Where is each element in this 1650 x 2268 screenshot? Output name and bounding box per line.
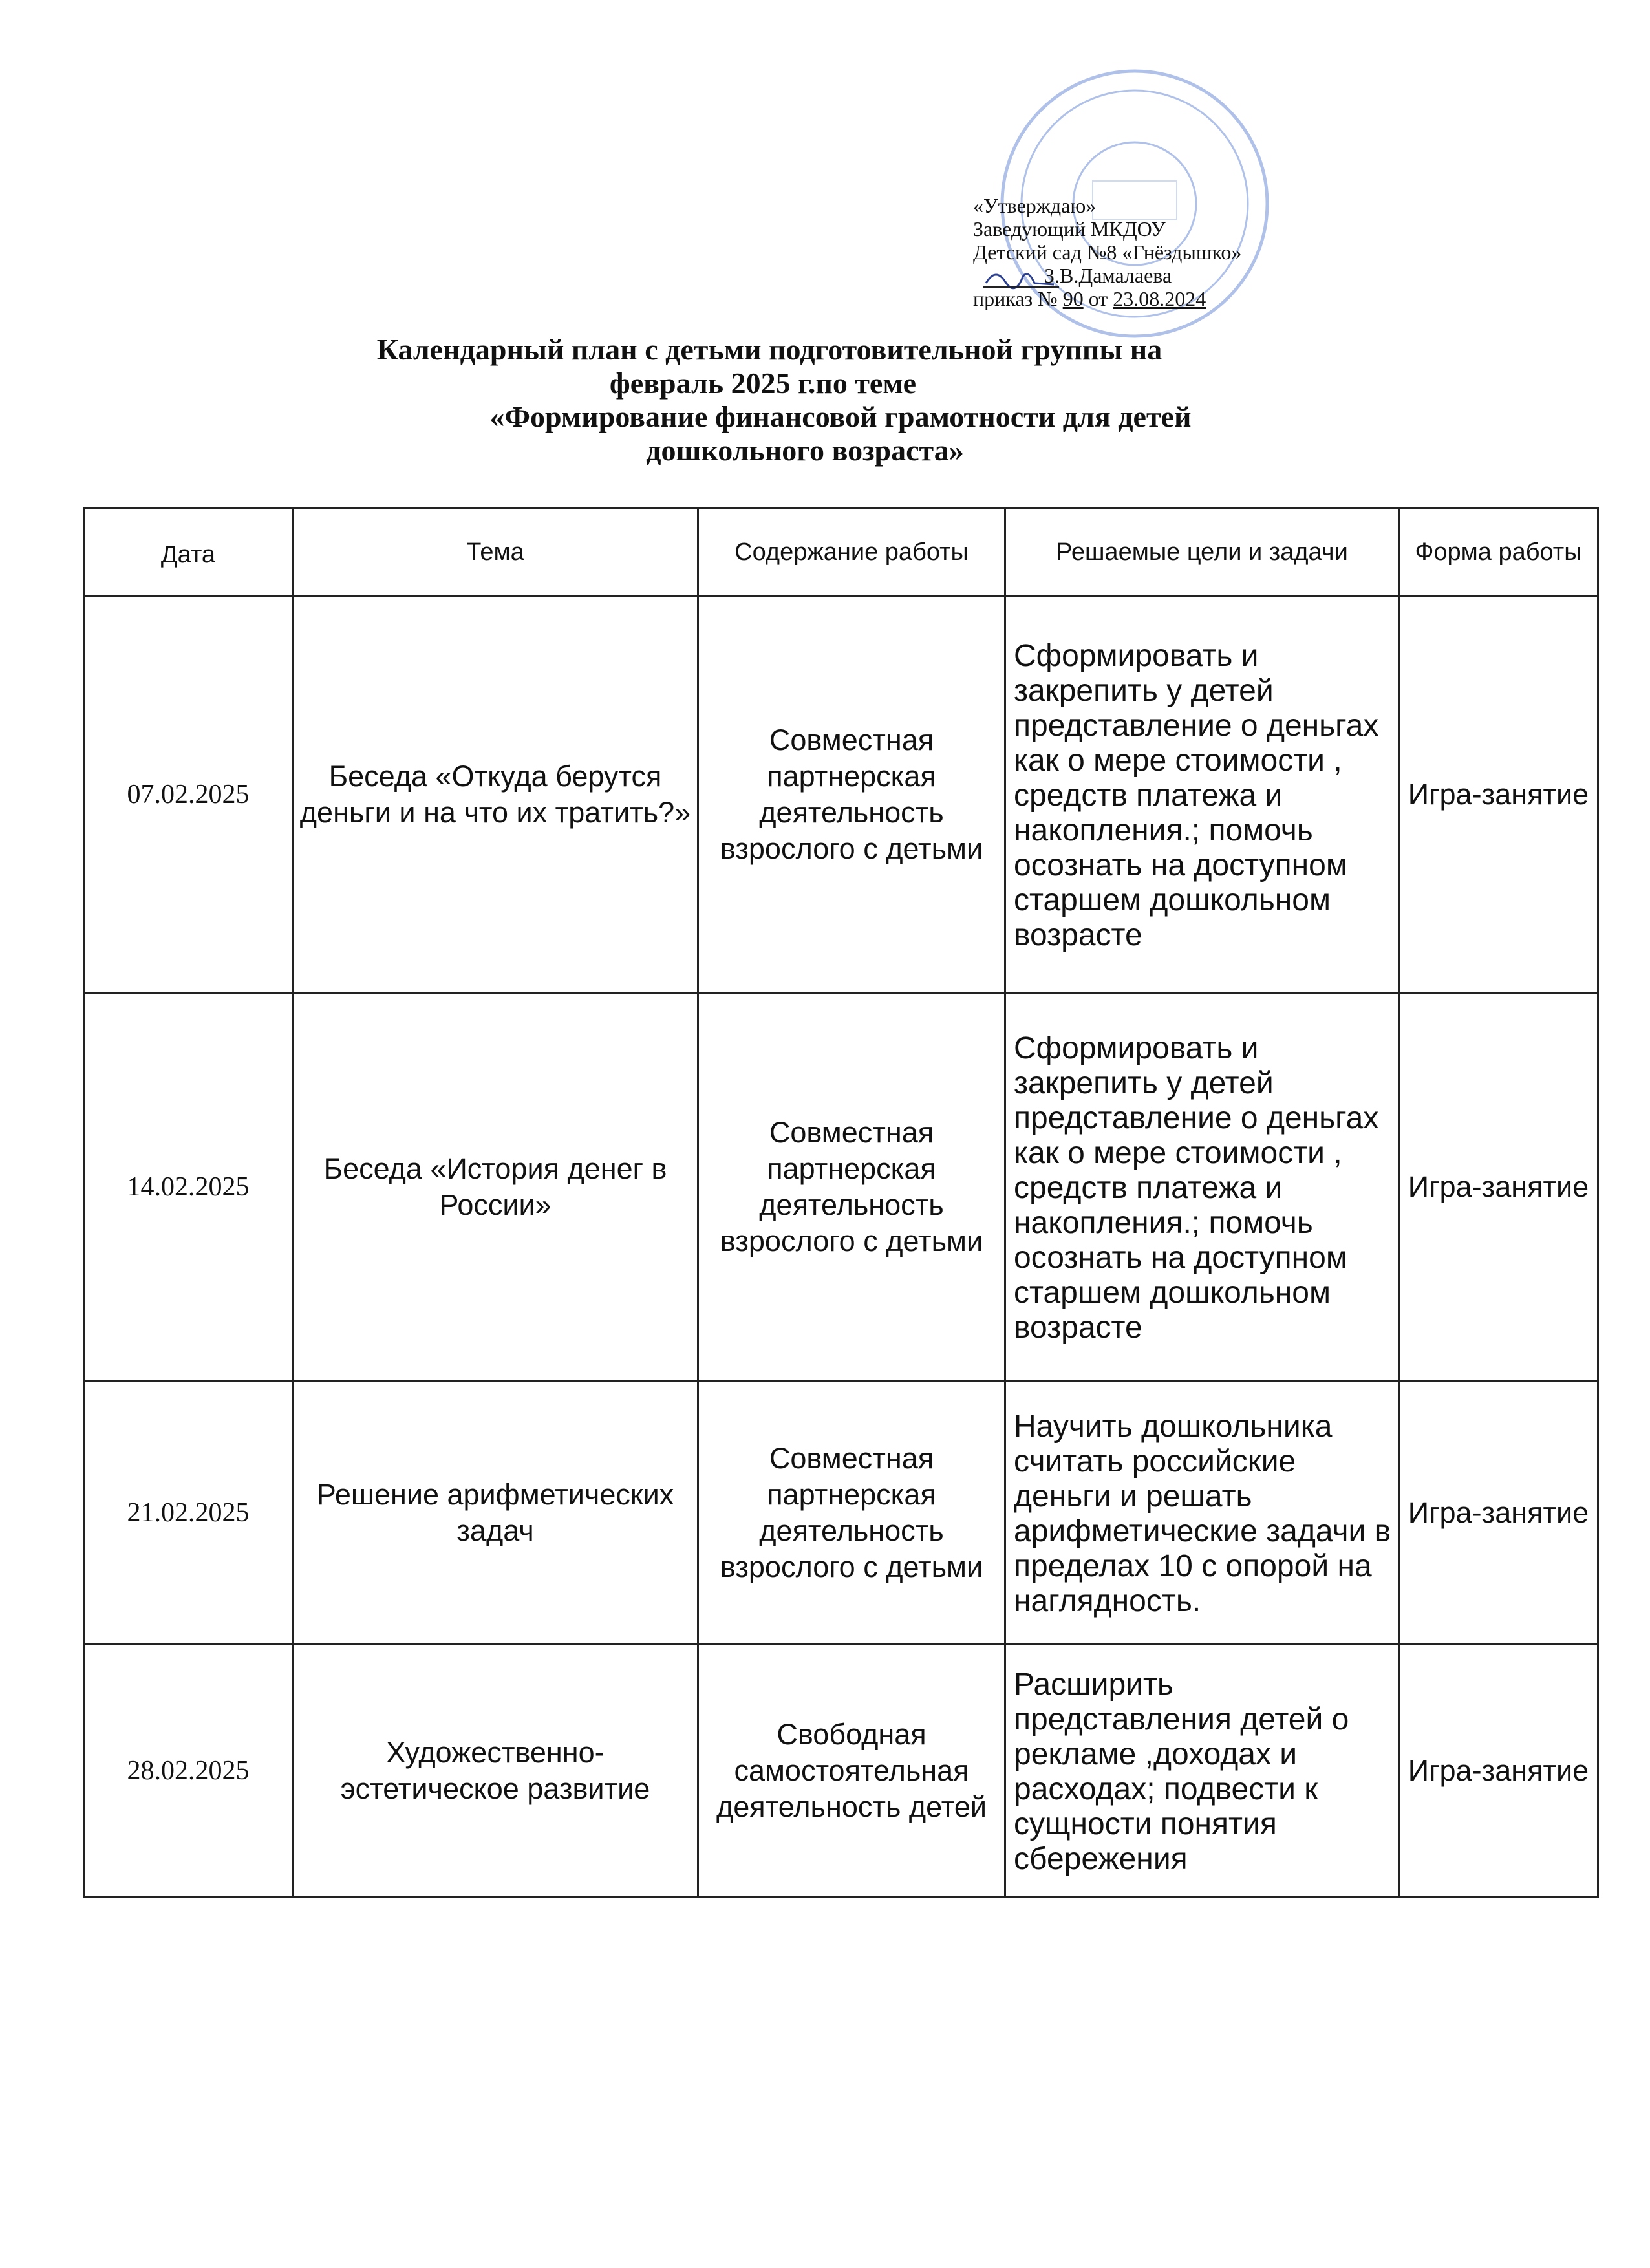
title-line-2: февраль 2025 г.по теме bbox=[609, 367, 917, 400]
document-title bbox=[278, 333, 1377, 467]
row-topic: Беседа «Откуда берутся деньги и на что их тратить?» bbox=[293, 596, 698, 993]
row-topic: Художественно-эстетическое развитие bbox=[293, 1645, 698, 1897]
order-number: 90 bbox=[1062, 287, 1084, 310]
row-content: Совместная партнерская деятельность взрослого с детьми bbox=[698, 1381, 1005, 1645]
row-goals: Научить дошкольника считать российские деньги и решать арифметические задачи в пределах 10 с опорой на наглядность. bbox=[1005, 1381, 1399, 1645]
header-topic: Тема bbox=[293, 508, 698, 596]
header-goals: Решаемые цели и задачи bbox=[1005, 508, 1399, 596]
table-row bbox=[84, 993, 1598, 1381]
approval-order-line bbox=[973, 287, 1361, 310]
table-row bbox=[84, 1381, 1598, 1645]
row-content: Совместная партнерская деятельность взрослого с детьми bbox=[698, 596, 1005, 993]
title-line-1: Календарный план с детьми подготовительной группы на bbox=[376, 333, 1162, 366]
row-content: Совместная партнерская деятельность взрослого с детьми bbox=[698, 993, 1005, 1381]
approval-line-1: «Утверждаю» bbox=[973, 194, 1097, 217]
row-goals: Сформировать и закрепить у детей представление о деньгах как о мере стоимости , средств платежа и накопления.; помочь осознать на доступном старшем дошкольном возрасте bbox=[1005, 993, 1399, 1381]
row-date: 07.02.2025 bbox=[84, 596, 293, 993]
row-form: Игра-занятие bbox=[1399, 1381, 1598, 1645]
row-date: 14.02.2025 bbox=[84, 993, 293, 1381]
order-prefix: приказ № bbox=[973, 287, 1058, 310]
header-form: Форма работы bbox=[1399, 508, 1598, 596]
table-row bbox=[84, 596, 1598, 993]
approval-line-3: Детский сад №8 «Гнёздышко» bbox=[973, 241, 1242, 264]
row-content: Свободная самостоятельная деятельность детей bbox=[698, 1645, 1005, 1897]
row-topic: Решение арифметических задач bbox=[293, 1381, 698, 1645]
table-row bbox=[84, 1645, 1598, 1897]
approval-block bbox=[973, 194, 1361, 310]
title-line-4: дошкольного возраста» bbox=[646, 434, 964, 467]
header-date: Дата bbox=[84, 508, 293, 596]
row-form: Игра-занятие bbox=[1399, 596, 1598, 993]
table-header-row bbox=[84, 508, 1598, 596]
row-date: 21.02.2025 bbox=[84, 1381, 293, 1645]
handwritten-signature bbox=[983, 264, 1060, 290]
approver-name: З.В.Дамалаева bbox=[1044, 264, 1172, 287]
row-form: Игра-занятие bbox=[1399, 993, 1598, 1381]
approval-line-2: Заведующий МКДОУ bbox=[973, 217, 1166, 241]
row-date: 28.02.2025 bbox=[84, 1645, 293, 1897]
row-goals: Сформировать и закрепить у детей представление о деньгах как о мере стоимости , средств платежа и накопления.; помочь осознать на доступном старшем дошкольном возрасте bbox=[1005, 596, 1399, 993]
header-content: Содержание работы bbox=[698, 508, 1005, 596]
row-form: Игра-занятие bbox=[1399, 1645, 1598, 1897]
plan-table bbox=[83, 507, 1599, 1898]
order-date: 23.08.2024 bbox=[1113, 287, 1206, 310]
title-line-3: «Формирование финансовой грамотности для детей bbox=[489, 400, 1192, 433]
row-goals: Расширить представления детей о рекламе ,доходах и расходах; подвести к сущности понятия сбережения bbox=[1005, 1645, 1399, 1897]
order-from: от bbox=[1088, 287, 1108, 310]
row-topic: Беседа «История денег в России» bbox=[293, 993, 698, 1381]
